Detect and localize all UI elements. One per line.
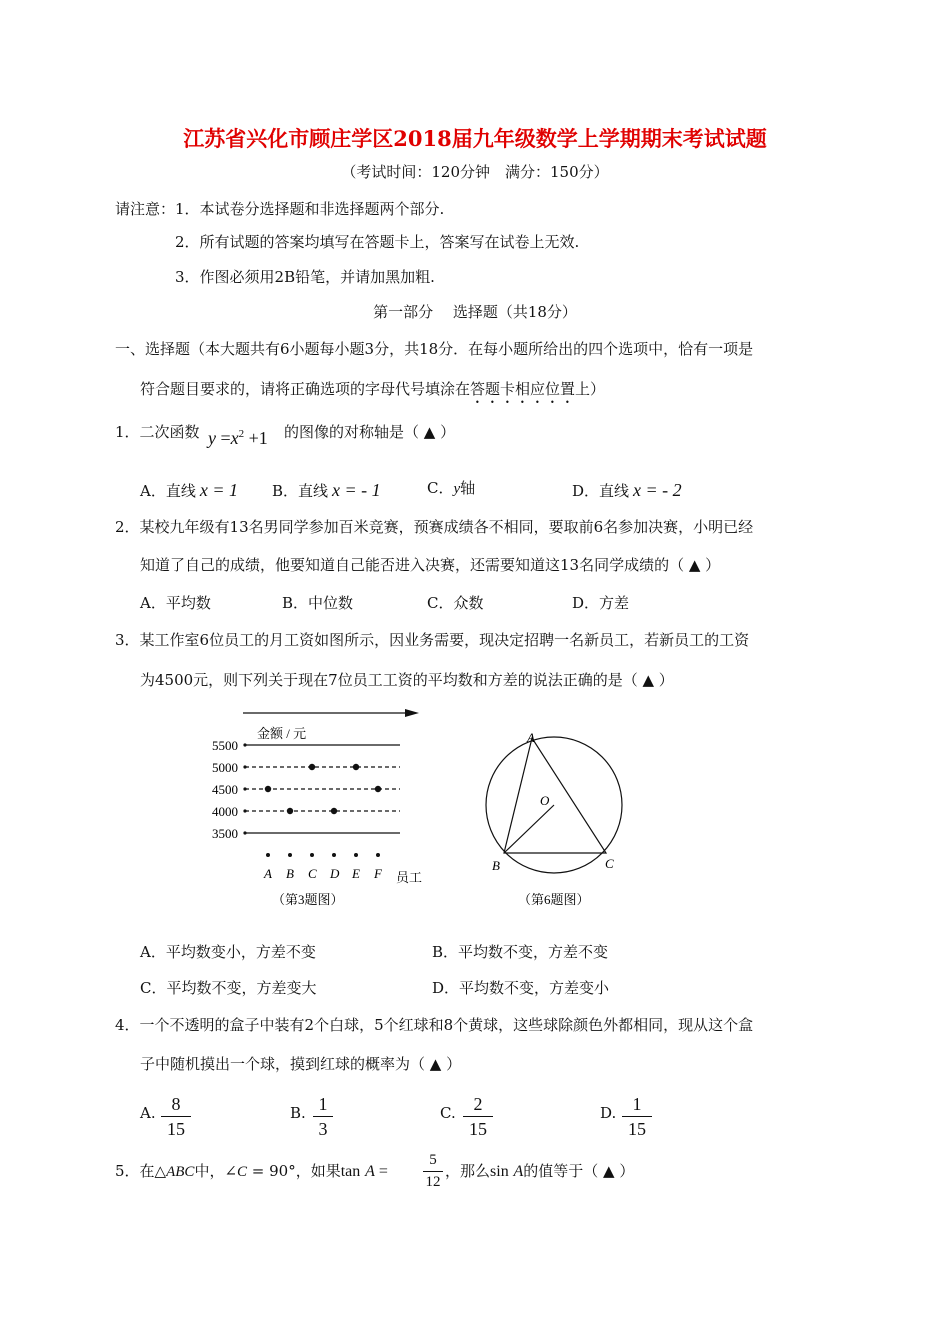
y-tick-label: 5500	[212, 738, 238, 753]
q2-option-c: C．众数	[427, 594, 484, 612]
employee-label: E	[352, 866, 360, 881]
salary-chart	[200, 700, 440, 915]
employee-label: B	[286, 866, 294, 881]
x-axis-label: 员工	[396, 870, 423, 885]
emphasis-text: 答题卡相应位置	[470, 380, 576, 398]
question-2: 2．某校九年级有13名男同学参加百米竞赛，预赛成绩各不相同，要取前6名参加决赛，小明已经	[115, 518, 754, 536]
section-instruction: 一、选择题（本大题共有6小题每小题3分，共18分．在每小题所给出的四个选项中，恰有一项是	[115, 340, 754, 358]
fig6-caption: （第6题图）	[518, 892, 590, 907]
x-axis-dot	[288, 853, 292, 857]
q2-option-b: B．中位数	[282, 594, 354, 612]
salary-point	[265, 786, 271, 792]
salary-point	[331, 808, 337, 814]
x-axis-dot	[266, 853, 270, 857]
q1-option-c: C．y轴	[427, 479, 476, 497]
q3-option-b: B．平均数不变，方差不变	[432, 943, 609, 961]
q4-option-a-fraction: 8 15	[161, 1095, 191, 1138]
point-o-label: O	[540, 793, 550, 808]
salary-point	[375, 786, 381, 792]
q4-option-d-fraction: 1 15	[622, 1095, 652, 1138]
note-item: 1．本试卷分选择题和非选择题两个部分.	[175, 200, 445, 218]
y-tick-label: 4000	[212, 804, 238, 819]
q4-option-d-label: D.	[600, 1104, 617, 1122]
point-a-label: A	[527, 730, 535, 745]
q2-option-a: A．平均数	[140, 594, 211, 612]
x-axis-dot	[354, 853, 358, 857]
gridline-start-dot	[243, 765, 246, 768]
gridline-start-dot	[243, 831, 246, 834]
employee-label: C	[308, 866, 317, 881]
gridline-start-dot	[243, 809, 246, 812]
exam-info: （考试时间：120分钟 满分：150分）	[341, 163, 609, 181]
section-instruction-cont: 符合题目要求的，请将正确选项的字母代号填涂在答题卡相应位置上）	[140, 380, 606, 398]
x-axis-dot	[332, 853, 336, 857]
question-2-cont: 知道了自己的成绩，他要知道自己能否进入决赛，还需要知道这13名同学成绩的（ ▲ ）	[140, 556, 721, 574]
salary-point	[287, 808, 293, 814]
q1-option-a: A．直线 x = 1	[140, 480, 238, 500]
q3-option-d: D．平均数不变，方差变小	[432, 979, 610, 997]
q1-option-b: B．直线 x = - 1	[272, 480, 381, 500]
q3-option-c: C．平均数不变，方差变大	[140, 979, 317, 997]
q1-option-d: D．直线 x = - 2	[572, 480, 682, 500]
triangle-abc	[504, 738, 606, 853]
question-3-cont: 为4500元，则下列关于现在7位员工工资的平均数和方差的说法正确的是（ ▲ ）	[140, 671, 674, 689]
point-c-label: C	[605, 856, 614, 871]
page-title: 江苏省兴化市顾庄学区2018届九年级数学上学期期末考试试题	[183, 126, 767, 151]
q4-option-b-label: B.	[290, 1104, 306, 1122]
notes-label: 请注意：	[115, 200, 176, 218]
x-axis-dot	[310, 853, 314, 857]
q5-fraction: 5 12	[423, 1153, 443, 1190]
q4-option-a-label: A.	[140, 1104, 156, 1122]
fig3-caption: （第3题图）	[272, 892, 344, 907]
point-b-label: B	[492, 858, 500, 873]
salary-point	[309, 764, 315, 770]
circle-triangle-figure	[470, 725, 640, 915]
salary-point	[353, 764, 359, 770]
note-item: 3．作图必须用2B铅笔，并请加黑加粗.	[175, 268, 435, 286]
q4-option-c-fraction: 2 15	[463, 1095, 493, 1138]
employee-label: F	[374, 866, 382, 881]
x-axis-dot	[376, 853, 380, 857]
chart-axis-label: 金额 / 元	[257, 726, 307, 741]
note-item: 2．所有试题的答案均填写在答题卡上，答案写在试卷上无效.	[175, 233, 580, 251]
gridline-start-dot	[243, 743, 246, 746]
q3-option-a: A．平均数变小，方差不变	[140, 943, 316, 961]
question-3: 3．某工作室6位员工的月工资如图所示，因业务需要，现决定招聘一名新员工，若新员工的工资	[115, 631, 750, 649]
employee-label: D	[330, 866, 340, 881]
radius-ob	[504, 805, 554, 853]
q1-stem-end: 的图像的对称轴是（ ▲ ）	[284, 423, 456, 441]
y-tick-label: 3500	[212, 826, 238, 841]
gridline-start-dot	[243, 787, 246, 790]
question-4-cont: 子中随机摸出一个球，摸到红球的概率为（ ▲ ）	[140, 1055, 462, 1073]
y-tick-label: 4500	[212, 782, 238, 797]
question-5-end: ，那么sin A的值等于（ ▲ ）	[445, 1162, 635, 1180]
q4-option-c-label: C.	[440, 1104, 456, 1122]
question-1: 1．二次函数	[115, 423, 200, 441]
question-5: 5．在△ABC中，∠C = 90°，如果tan A =	[115, 1162, 388, 1180]
arrow-head-icon	[405, 709, 419, 717]
question-4: 4．一个不透明的盒子中装有2个白球，5个红球和8个黄球，这些球除颜色外都相同，现从这个盒	[115, 1016, 754, 1034]
y-tick-label: 5000	[212, 760, 238, 775]
q4-option-b-fraction: 1 3	[313, 1095, 333, 1138]
q1-equation: $y =x^2 +1$	[208, 428, 268, 448]
employee-label: A	[264, 866, 272, 881]
q2-option-d: D．方差	[572, 594, 630, 612]
part1-heading: 第一部分 选择题（共18分）	[373, 303, 577, 321]
